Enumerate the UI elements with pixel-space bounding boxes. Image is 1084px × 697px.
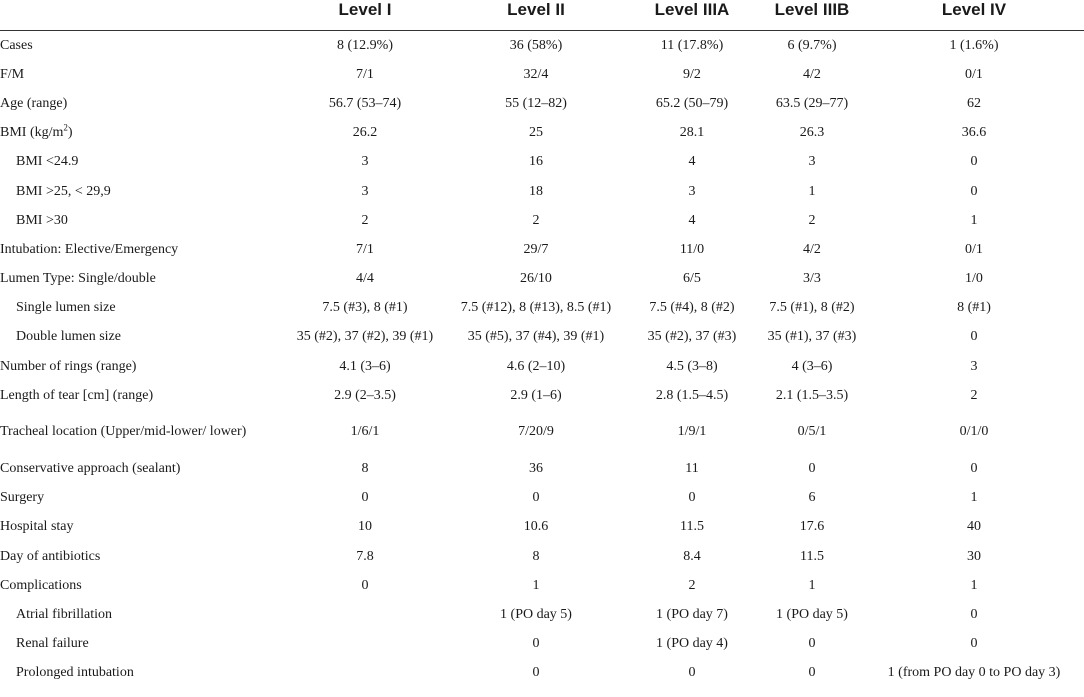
bmi-label-superscript: 2 (63, 122, 68, 133)
table-row (0, 454, 1084, 483)
cell: 1 (970, 212, 978, 228)
cell: 7.5 (#1), 8 (#2) (769, 300, 855, 316)
cell: 4/4 (356, 271, 374, 287)
table-row (0, 265, 1084, 294)
cell: 0 (970, 154, 978, 170)
cell (282, 659, 448, 688)
cell: 7.5 (#12), 8 (#13), 8.5 (#1) (460, 300, 612, 316)
cell: 35 (#5), 37 (#4), 39 (#1) (467, 329, 605, 345)
cell: 2 (361, 212, 369, 228)
table-row (0, 381, 1084, 410)
cell: 3 (688, 183, 696, 199)
cell: 8 (532, 548, 540, 564)
cell: 11.5 (680, 519, 704, 535)
table-row (0, 630, 1084, 659)
table-header (0, 0, 1084, 31)
cell: 1 (970, 577, 978, 593)
cell: 1 (PO day 4) (656, 636, 728, 652)
cell: 1 (532, 577, 540, 593)
cell: 6 (808, 490, 816, 506)
cell: 7.5 (#3), 8 (#1) (322, 300, 408, 316)
cell: 1 (808, 577, 816, 593)
row-label: Hospital stay (0, 519, 74, 535)
table-row (0, 206, 1084, 235)
cell: 0 (808, 665, 816, 681)
row-label: Complications (0, 577, 82, 593)
cell: 40 (967, 519, 981, 535)
table-row (0, 235, 1084, 264)
cell: 10 (358, 519, 372, 535)
cell: 63.5 (29–77) (775, 95, 849, 111)
cell: 1 (PO day 5) (776, 606, 848, 622)
cell: 7/1 (356, 66, 374, 82)
cell: 4 (688, 212, 696, 228)
cell: 8 (12.9%) (337, 37, 393, 53)
cell: 62 (967, 95, 981, 111)
cell: 7.8 (356, 548, 374, 564)
cell: 3 (361, 183, 369, 199)
cell: 11 (17.8%) (660, 37, 724, 53)
row-label: Atrial fibrillation (16, 606, 113, 622)
cell: 56.7 (53–74) (328, 95, 402, 111)
table-body (0, 31, 1084, 688)
cell: 65.2 (50–79) (655, 95, 729, 111)
cell: 1 (1.6%) (949, 37, 999, 53)
cell: 2.8 (1.5–4.5) (655, 387, 729, 403)
row-label (0, 119, 282, 148)
table-row (0, 513, 1084, 542)
cell: 55 (12–82) (505, 95, 567, 111)
cell: 4.5 (3–8) (666, 358, 718, 374)
cell: 28.1 (679, 125, 705, 141)
row-label: Prolonged intubation (16, 665, 134, 681)
cell: 0/5/1 (797, 424, 827, 440)
cell (282, 600, 448, 629)
cell: 0 (532, 665, 540, 681)
cell: 4 (3–6) (791, 358, 833, 374)
table-row (0, 148, 1084, 177)
cell: 11.5 (800, 548, 824, 564)
cell: 0/1/0 (959, 424, 989, 440)
cell: 0 (970, 636, 978, 652)
cell: 1/0 (965, 271, 983, 287)
cell: 7.5 (#4), 8 (#2) (649, 300, 735, 316)
row-label: Number of rings (range) (0, 358, 137, 374)
cell: 0 (970, 183, 978, 199)
header-level-iv: Level IV (864, 0, 1084, 31)
cell: 36 (58%) (509, 37, 563, 53)
cell: 35 (#2), 37 (#3) (647, 329, 737, 345)
row-label: Lumen Type: Single/double (0, 271, 156, 287)
cell: 7/20/9 (518, 424, 554, 440)
header-row (0, 0, 1084, 31)
cell: 1 (808, 183, 816, 199)
cell: 9/2 (683, 66, 701, 82)
cell: 1/9/1 (677, 424, 707, 440)
cell: 2.1 (1.5–3.5) (775, 387, 849, 403)
row-label: BMI >25, < 29,9 (16, 183, 111, 199)
cell: 10.6 (523, 519, 549, 535)
cell: 0 (532, 490, 540, 506)
cell: 4 (688, 154, 696, 170)
cell: 0 (361, 577, 369, 593)
row-label: Renal failure (16, 636, 89, 652)
cell: 2 (532, 212, 540, 228)
cell: 4/2 (803, 66, 821, 82)
row-label: Single lumen size (16, 300, 116, 316)
cell: 0 (688, 665, 696, 681)
row-label: BMI >30 (16, 212, 68, 228)
cell: 2.9 (2–3.5) (334, 387, 396, 403)
cell: 2 (970, 387, 978, 403)
header-blank (0, 0, 282, 31)
cell: 3 (808, 154, 816, 170)
table-row (0, 571, 1084, 600)
cell: 0 (688, 490, 696, 506)
row-label: Age (range) (0, 95, 68, 111)
cell: 25 (529, 125, 543, 141)
row-label: Tracheal location (Upper/mid-lower/ lower) (0, 424, 247, 440)
cell: 1/6/1 (350, 424, 380, 440)
table-row (0, 600, 1084, 629)
bmi-label: BMI (kg/m (0, 125, 64, 141)
cell: 8.4 (683, 548, 701, 564)
row-label: Length of tear [cm] (range) (0, 387, 154, 403)
table-row (0, 542, 1084, 571)
cell: 3 (361, 154, 369, 170)
cell: 1 (PO day 7) (656, 606, 728, 622)
table-row (0, 323, 1084, 352)
cell: 2 (808, 212, 816, 228)
cell: 0 (361, 490, 369, 506)
cell: 16 (529, 154, 543, 170)
row-label: Surgery (0, 490, 45, 506)
cell: 26.3 (799, 125, 825, 141)
row-label: Double lumen size (16, 329, 121, 345)
row-label: Conservative approach (sealant) (0, 461, 181, 477)
table-row (0, 410, 1084, 454)
cell: 1 (from PO day 0 to PO day 3) (887, 665, 1061, 681)
cell: 1 (PO day 5) (500, 606, 572, 622)
cell: 8 (#1) (957, 300, 991, 316)
row-label: Intubation: Elective/Emergency (0, 241, 179, 257)
header-level-iiib: Level IIIB (760, 0, 864, 31)
bmi-label-end: ) (67, 125, 73, 141)
cell: 36 (529, 461, 543, 477)
cell: 0 (970, 329, 978, 345)
cell: 0/1 (965, 66, 983, 82)
cell: 17.6 (799, 519, 825, 535)
cell: 3/3 (803, 271, 821, 287)
cell: 4/2 (803, 241, 821, 257)
cell: 11 (685, 461, 699, 477)
header-level-iiia: Level IIIA (624, 0, 760, 31)
cell: 0 (970, 461, 978, 477)
cell: 26/10 (520, 271, 552, 287)
cell: 0 (532, 636, 540, 652)
table-row (0, 89, 1084, 118)
table-row (0, 659, 1084, 688)
cell: 3 (970, 358, 978, 374)
cell: 6/5 (683, 271, 701, 287)
row-label: Cases (0, 37, 33, 53)
cell: 35 (#1), 37 (#3) (767, 329, 857, 345)
cell: 2 (688, 577, 696, 593)
cell: 29/7 (523, 241, 549, 257)
cell: 2.9 (1–6) (510, 387, 562, 403)
cell: 8 (361, 461, 369, 477)
table-row (0, 352, 1084, 381)
cell: 35 (#2), 37 (#2), 39 (#1) (296, 329, 434, 345)
cell: 32/4 (523, 66, 549, 82)
table-row (0, 177, 1084, 206)
cell: 1 (970, 490, 978, 506)
cell: 4.1 (3–6) (339, 358, 391, 374)
table-row (0, 60, 1084, 89)
row-label: BMI <24.9 (16, 154, 79, 170)
cell: 7/1 (356, 241, 374, 257)
row-label: F/M (0, 66, 25, 82)
table-row (0, 31, 1084, 61)
row-label: Day of antibiotics (0, 548, 101, 564)
cell: 6 (9.7%) (787, 37, 837, 53)
table-row (0, 294, 1084, 323)
cell: 0 (970, 606, 978, 622)
table-row (0, 484, 1084, 513)
cell: 0 (808, 636, 816, 652)
cell: 11/0 (679, 241, 705, 257)
cell: 36.6 (961, 125, 987, 141)
header-level-i: Level I (282, 0, 448, 31)
cell: 18 (529, 183, 543, 199)
table-row (0, 119, 1084, 148)
cell: 30 (967, 548, 981, 564)
cell: 4.6 (2–10) (506, 358, 566, 374)
cell (282, 630, 448, 659)
header-level-ii: Level II (448, 0, 624, 31)
cell: 0/1 (965, 241, 983, 257)
cell: 26.2 (352, 125, 378, 141)
cell: 0 (808, 461, 816, 477)
